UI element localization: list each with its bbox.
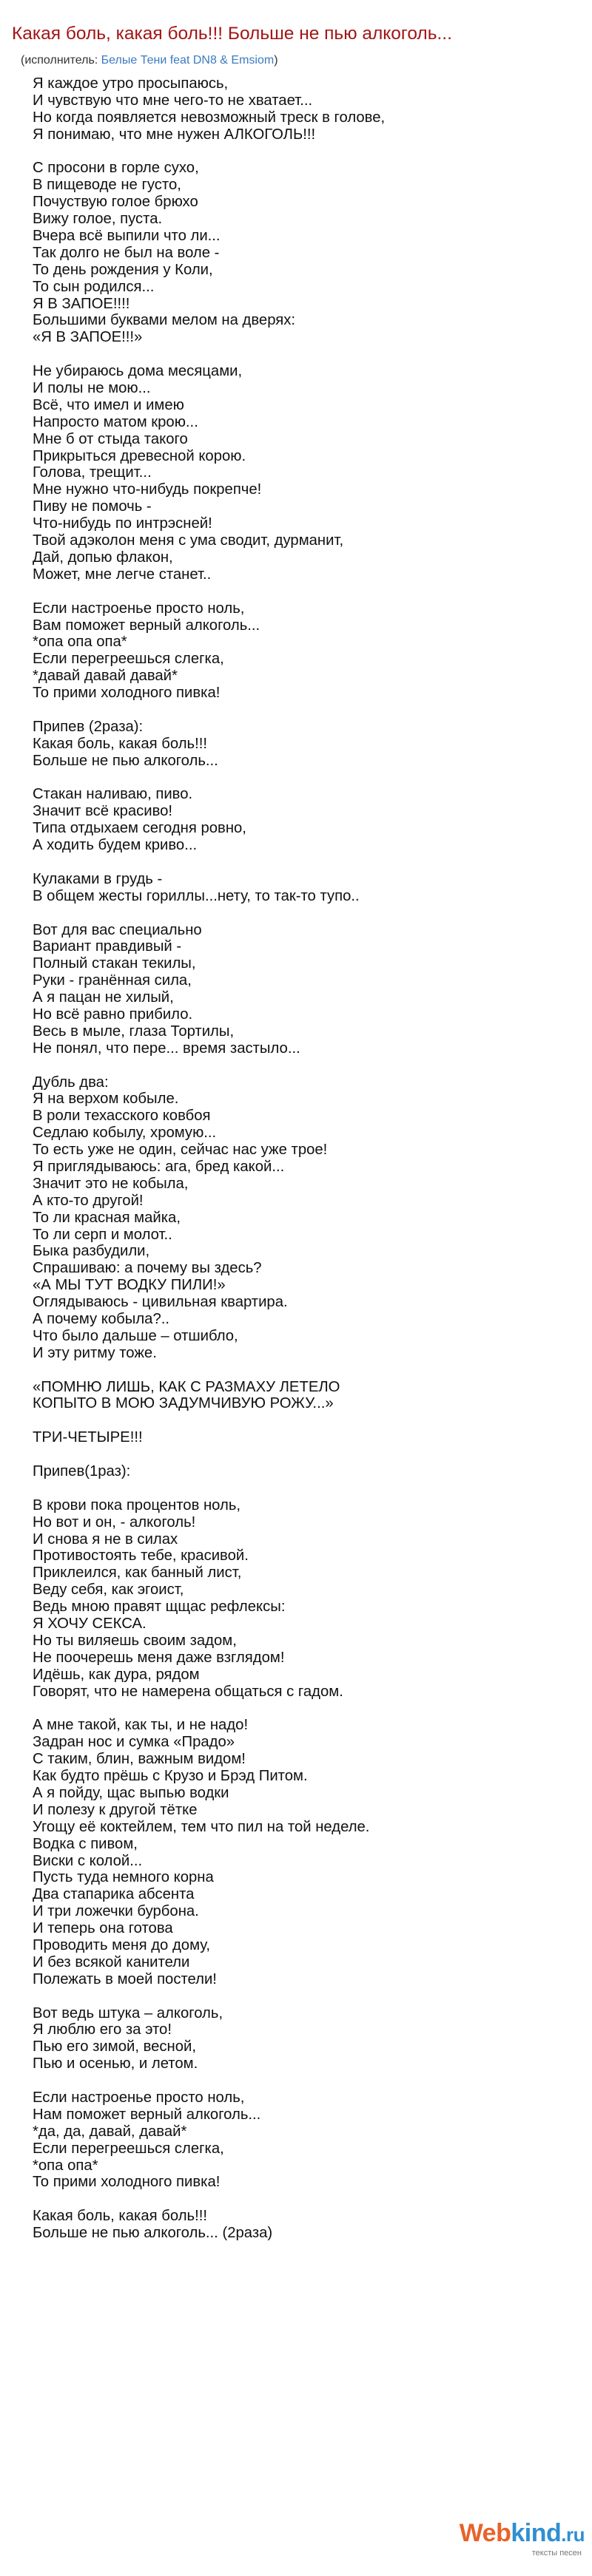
lyric-line: То сын родился... (33, 278, 155, 295)
lyric-line: Пиву не помочь - (33, 498, 152, 515)
lyric-line: Я на верхом кобыле. (33, 1091, 179, 1108)
lyric-line: Припев (2раза): (33, 718, 144, 735)
artist-suffix: ) (274, 54, 278, 67)
lyric-line: КОПЫТО В МОЮ ЗАДУМЧИВУЮ РОЖУ...» (33, 1395, 334, 1412)
stanza-break (33, 583, 573, 600)
lyric-line: То есть уже не один, сейчас нас уже трое! (33, 1142, 328, 1159)
lyric-line: Как будто прёшь с Крузо и Брэд Питом. (33, 1768, 308, 1785)
lyric-line: В пищеводе не густо, (33, 177, 181, 194)
lyric-line: Не понял, что пере... время застыло... (33, 1040, 300, 1057)
lyric-line: Ведь мною правят щщас рефлексы: (33, 1599, 286, 1616)
logo-part-kind: kind (511, 2519, 562, 2547)
lyric-line: Если настроенье просто ноль, (33, 600, 245, 617)
stanza-break (33, 1446, 573, 1463)
lyric-line: Если перегреешься слегка, (33, 2140, 224, 2157)
lyric-line: Вижу голое, пуста. (33, 211, 163, 228)
lyric-line: Голова, трещит... (33, 464, 152, 481)
lyric-line: Кулаками в грудь - (33, 870, 163, 887)
lyric-line: И теперь она готова (33, 1920, 173, 1937)
lyric-line: Водка с пивом, (33, 1835, 138, 1852)
lyric-line: Идёшь, как дура, рядом (33, 1666, 200, 1683)
lyric-line: Вариант правдивый - (33, 938, 182, 955)
lyric-line: Я каждое утро просыпаюсь, (33, 75, 229, 92)
lyric-line: Прикрыться древесной корою. (33, 447, 246, 464)
song-title: Какая боль, какая боль!!! Больше не пью алкоголь... (12, 24, 452, 44)
lyric-line: Припев(1раз): (33, 1463, 131, 1480)
lyric-line: *опа опа опа* (33, 634, 127, 651)
lyric-line: А я пойду, щас выпью водки (33, 1784, 229, 1801)
lyric-line: Больше не пью алкоголь... (33, 752, 218, 769)
lyric-line: Напросто матом крою... (33, 413, 198, 430)
lyric-line: «А МЫ ТУТ ВОДКУ ПИЛИ!» (33, 1277, 226, 1294)
lyric-line: Всё, что имел и имею (33, 396, 184, 413)
stanza-break (33, 143, 573, 160)
site-tagline: тексты песен (531, 2549, 582, 2558)
lyric-line: То ли красная майка, (33, 1209, 181, 1226)
lyric-line: В общем жесты гориллы...нету, то так-то тупо.. (33, 887, 360, 904)
stanza-break (33, 1362, 573, 1379)
lyric-line: Угощу её коктейлем, тем что пил на той неделе. (33, 1818, 370, 1835)
lyric-line: Полный стакан текилы, (33, 955, 196, 972)
lyric-line: Говорят, что не намерена общаться с гадом. (33, 1683, 343, 1700)
lyric-line: Но когда появляется невозможный треск в голове, (33, 109, 386, 126)
logo-part-web: Web (459, 2519, 511, 2547)
lyric-line: А я пацан не хилый, (33, 989, 174, 1006)
lyric-line: Какая боль, какая боль!!! (33, 735, 207, 752)
lyric-line: Мне б от стыда такого (33, 430, 188, 447)
lyric-line: Большими буквами мелом на дверях: (33, 312, 296, 329)
lyric-line: Если перегреешься слегка, (33, 651, 224, 668)
stanza-break (33, 1701, 573, 1718)
lyric-line: Но ты виляешь своим задом, (33, 1632, 237, 1649)
lyric-line: Пью его зимой, весной, (33, 2038, 196, 2055)
lyric-line: То прими холодного пивка! (33, 2174, 221, 2191)
lyric-line: Задран нос и сумка «Прадо» (33, 1734, 235, 1751)
lyric-line: *опа опа* (33, 2157, 98, 2174)
stanza-break (33, 346, 573, 363)
artist-prefix: (исполнитель: (21, 54, 101, 67)
lyric-line: Пусть туда немного корна (33, 1869, 214, 1886)
stanza-break (33, 2191, 573, 2208)
lyric-line: «ПОМНЮ ЛИШЬ, КАК С РАЗМАХУ ЛЕТЕЛО (33, 1378, 340, 1395)
lyric-line: Не поочерешь меня даже взглядом! (33, 1649, 285, 1666)
lyric-line: И полезу к другой тётке (33, 1801, 198, 1818)
lyric-line: Вам поможет верный алкоголь... (33, 617, 260, 634)
lyric-line: Вот для вас специально (33, 921, 202, 938)
lyric-line: Что было дальше – отшибло, (33, 1327, 238, 1344)
lyric-line: ТРИ-ЧЕТЫРЕ!!! (33, 1429, 143, 1446)
lyric-line: Вот ведь штука – алкоголь, (33, 2004, 223, 2021)
lyric-line: Твой адэколон меня с ума сводит, дурманит, (33, 532, 344, 549)
logo-part-domain: .ru (561, 2524, 585, 2546)
lyric-line: С просони в горле сухо, (33, 160, 199, 177)
stanza-break (33, 854, 573, 871)
lyric-line: Не убираюсь дома месяцами, (33, 363, 243, 380)
lyric-line: Я ХОЧУ СЕКСА. (33, 1616, 147, 1633)
lyric-line: Вчера всё выпили что ли... (33, 228, 221, 245)
lyric-line: Почуствую голое брюхо (33, 194, 198, 211)
lyric-line: И чувствую что мне чего-то не хватает... (33, 92, 313, 109)
lyric-line: И без всякой канители (33, 1953, 190, 1970)
lyric-line: В крови пока процентов ноль, (33, 1497, 241, 1514)
lyric-line: Больше не пью алкоголь... (2раза) (33, 2225, 273, 2242)
lyric-line: Я приглядываюсь: ага, бред какой... (33, 1159, 285, 1175)
lyric-line: Мне нужно что-нибудь покрепче! (33, 481, 262, 498)
lyric-line: А ходить будем криво... (33, 837, 198, 854)
lyric-line: Дубль два: (33, 1074, 109, 1091)
lyric-line: *давай давай давай* (33, 668, 178, 685)
lyric-line: Стакан наливаю, пиво. (33, 786, 193, 803)
lyric-line: Так долго не был на воле - (33, 244, 220, 261)
site-logo-wordmark (429, 2519, 585, 2549)
lyric-line: Какая боль, какая боль!!! (33, 2208, 207, 2225)
lyric-line: И три ложечки бурбона. (33, 1903, 199, 1920)
lyric-line: Что-нибудь по интрэсней! (33, 515, 212, 532)
lyric-line: Руки - гранённая сила, (33, 972, 192, 989)
lyric-line: Дай, допью флакон, (33, 549, 173, 566)
stanza-break (33, 905, 573, 922)
lyric-line: *да, да, давай, давай* (33, 2123, 187, 2140)
stanza-break (33, 2072, 573, 2089)
lyric-line: Значит всё красиво! (33, 803, 173, 820)
lyric-line: И снова я не в силах (33, 1531, 178, 1548)
lyric-line: Нам поможет верный алкоголь... (33, 2106, 261, 2123)
lyric-line: Спрашиваю: а почему вы здесь? (33, 1260, 262, 1277)
lyric-line: Если настроенье просто ноль, (33, 2089, 245, 2106)
lyric-line: То прими холодного пивка! (33, 685, 221, 702)
lyric-line: А мне такой, как ты, и не надо! (33, 1717, 249, 1734)
lyric-line: Веду себя, как эгоист, (33, 1582, 184, 1599)
lyric-line: Весь в мыле, глаза Тортилы, (33, 1023, 235, 1040)
stanza-break (33, 770, 573, 787)
stanza-break (33, 1480, 573, 1497)
lyric-line: И эту ритму тоже. (33, 1344, 157, 1361)
lyric-line: Седлаю кобылу, хромую... (33, 1125, 217, 1142)
stanza-break (33, 702, 573, 719)
lyric-line: Значит это не кобыла, (33, 1175, 189, 1192)
lyric-line: То ли серп и молот.. (33, 1226, 172, 1243)
artist-link[interactable]: Белые Тени feat DN8 & Emsiom (101, 54, 275, 67)
stanza-break (33, 1412, 573, 1429)
lyric-line: Противостоять тебе, красивой. (33, 1548, 249, 1565)
lyric-line: Оглядываюсь - цивильная квартира. (33, 1294, 288, 1311)
lyric-line: Я люблю его за это! (33, 2021, 172, 2038)
lyric-line: Но вот и он, - алкоголь! (33, 1514, 196, 1531)
lyric-line: Я понимаю, что мне нужен АЛКОГОЛЬ!!! (33, 126, 316, 143)
lyric-line: Может, мне легче станет.. (33, 566, 212, 583)
lyric-line: Проводить меня до дому, (33, 1936, 210, 1953)
lyric-line: Типа отдыхаем сегодня ровно, (33, 820, 246, 837)
lyric-line: Виски с колой... (33, 1852, 143, 1869)
lyric-line: «Я В ЗАПОЕ!!!» (33, 329, 143, 346)
lyric-line: А кто-то другой! (33, 1192, 144, 1209)
stanza-break (33, 1988, 573, 2005)
stanza-break (33, 1057, 573, 1074)
lyric-line: Но всё равно прибило. (33, 1006, 193, 1023)
lyrics-body (33, 75, 573, 2242)
site-logo[interactable] (429, 2519, 585, 2558)
lyric-line: Полежать в моей постели! (33, 1970, 217, 1987)
lyric-line: Быка разбудили, (33, 1243, 150, 1260)
lyric-line: Приклеился, как банный лист, (33, 1565, 242, 1582)
lyric-line: А почему кобыла?.. (33, 1311, 170, 1328)
artist-line (21, 54, 278, 67)
lyric-line: В роли техасского ковбоя (33, 1108, 211, 1125)
lyric-line: И полы не мою... (33, 380, 151, 397)
lyric-line: Я В ЗАПОЕ!!!! (33, 295, 130, 312)
lyric-line: С таким, блин, важным видом! (33, 1751, 246, 1768)
lyric-line: То день рождения у Коли, (33, 261, 213, 278)
lyric-line: Два стапарика абсента (33, 1886, 195, 1903)
lyric-line: Пью и осенью, и летом. (33, 2055, 198, 2072)
